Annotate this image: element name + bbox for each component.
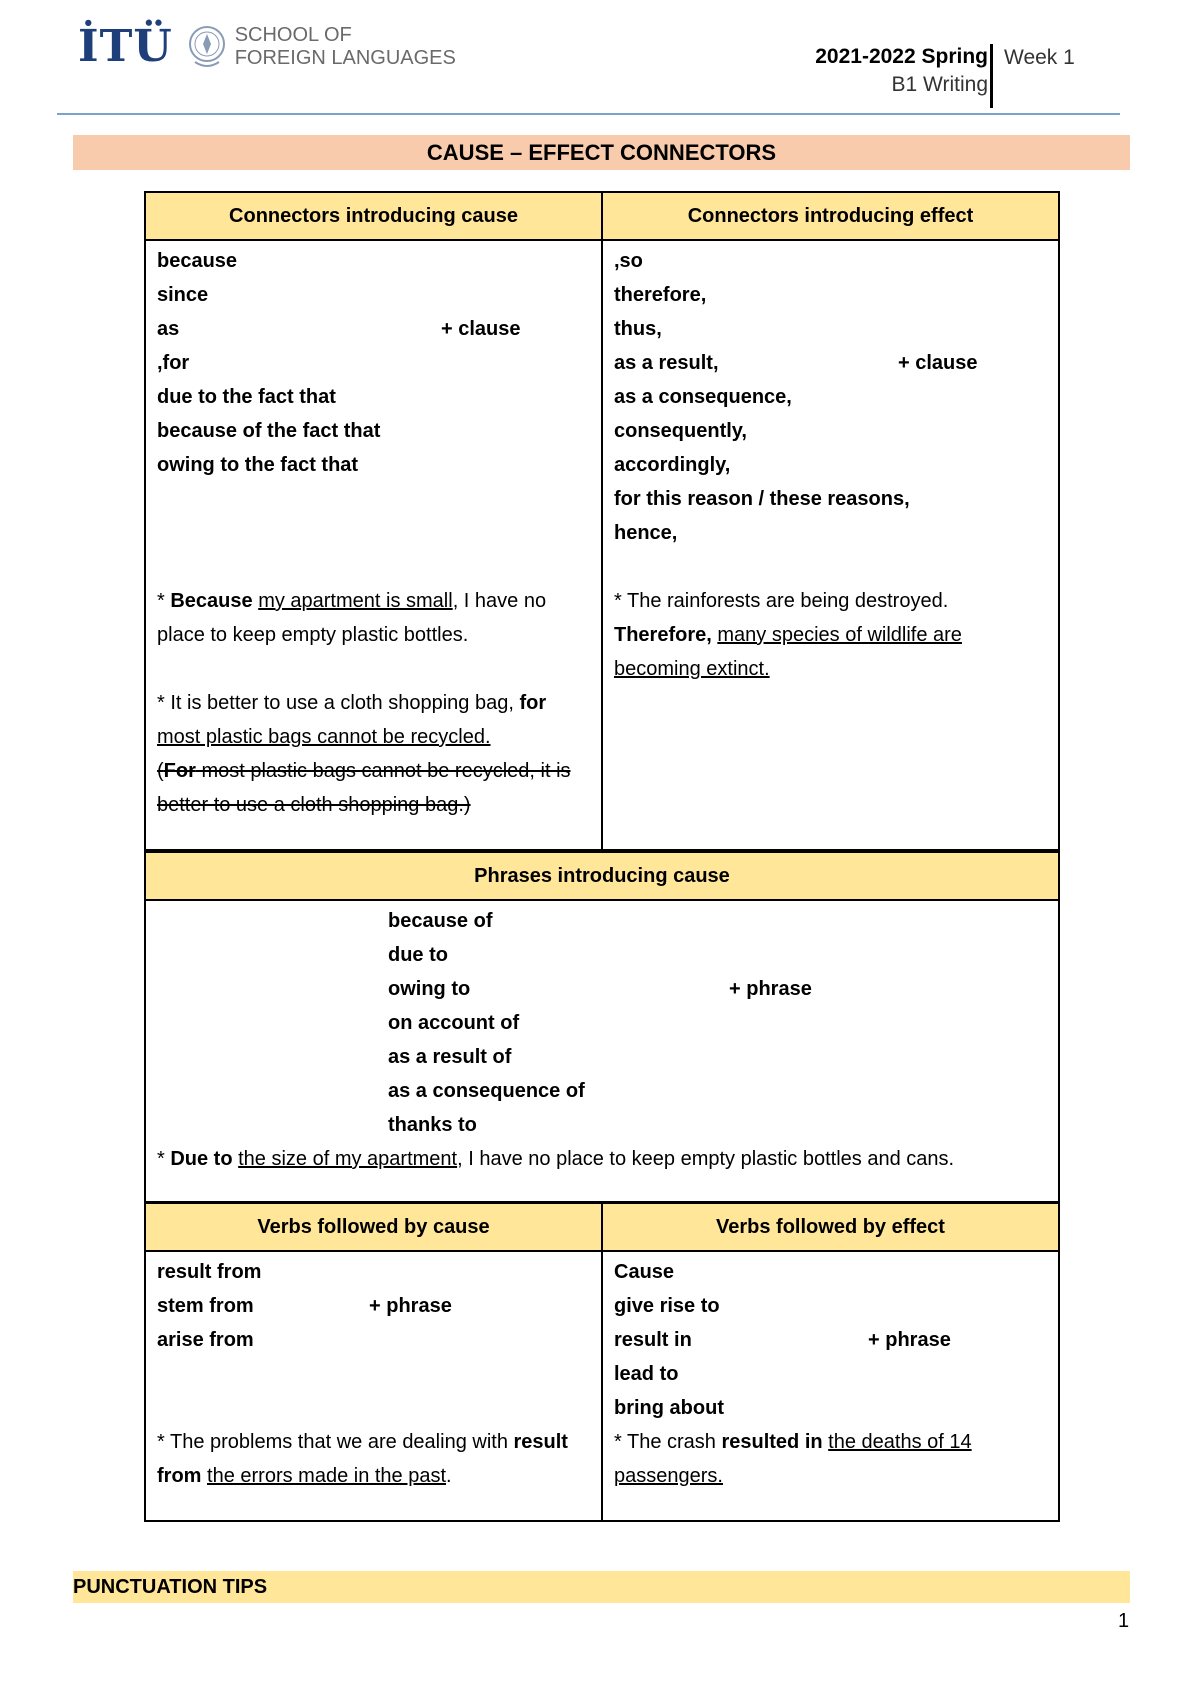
list-item: result in	[614, 1329, 692, 1351]
effect-connectors-cell	[601, 241, 1058, 849]
list-item: therefore,	[614, 284, 707, 306]
effect-connectors-header: Connectors introducing effect	[601, 193, 1058, 241]
list-item: bring about	[614, 1397, 724, 1419]
phrases-cause-header: Phrases introducing cause	[146, 853, 1058, 901]
plus-phrase-label: + phrase	[369, 1295, 452, 1317]
week-label: Week 1	[1004, 46, 1075, 69]
list-item: stem from	[157, 1295, 254, 1317]
phrases-table	[144, 851, 1060, 1203]
list-item: result from	[157, 1261, 262, 1283]
list-item: because of	[388, 910, 493, 932]
list-item: thanks to	[388, 1114, 477, 1136]
plus-phrase-label: + phrase	[868, 1329, 951, 1351]
course-label: B1 Writing	[891, 73, 988, 96]
plus-phrase-label: + phrase	[729, 978, 812, 1000]
list-item: owing to the fact that	[157, 454, 359, 476]
cause-example-2: * It is better to use a cloth shopping bag, for most plastic bags cannot be recycled.	[157, 692, 547, 748]
list-item: Cause	[614, 1261, 675, 1283]
verbs-table	[144, 1202, 1060, 1522]
verbs-effect-example: * The crash resulted in the deaths of 14 passengers.	[614, 1431, 972, 1487]
connectors-table	[144, 191, 1060, 851]
verbs-effect-header: Verbs followed by effect	[601, 1204, 1058, 1252]
cause-connectors-header: Connectors introducing cause	[146, 193, 601, 241]
plus-clause-label: + clause	[898, 352, 978, 374]
list-item: as	[157, 318, 180, 340]
list-item: ,for	[157, 352, 190, 374]
verbs-cause-cell	[146, 1252, 601, 1520]
list-item: lead to	[614, 1363, 679, 1385]
cause-example-1: * Because my apartment is small, I have no place to keep empty plastic bottles.	[157, 590, 547, 646]
verbs-cause-header: Verbs followed by cause	[146, 1204, 601, 1252]
list-item: on account of	[388, 1012, 520, 1034]
list-item: because	[157, 250, 238, 272]
list-item: as a consequence,	[614, 386, 792, 408]
itu-logo-text: İTÜ	[78, 21, 173, 72]
list-item: as a result of	[388, 1046, 512, 1068]
list-item: since	[157, 284, 209, 306]
header-rule	[57, 113, 1120, 115]
phrases-cause-cell	[146, 901, 1058, 1201]
university-seal-icon	[187, 22, 227, 72]
school-name-line2: FOREIGN LANGUAGES	[234, 47, 456, 69]
list-item: ,so	[614, 250, 643, 272]
list-item: for this reason / these reasons,	[614, 488, 910, 510]
plus-clause-label: + clause	[441, 318, 521, 340]
school-name	[235, 24, 456, 70]
header-separator	[990, 44, 993, 108]
list-item: as a result,	[614, 352, 719, 374]
list-item: due to the fact that	[157, 386, 336, 408]
phrase-example: * Due to the size of my apartment, I have no place to keep empty plastic bottles and cans.	[157, 1148, 955, 1170]
list-item: as a consequence of	[388, 1080, 585, 1102]
list-item: owing to	[388, 978, 471, 1000]
list-item: hence,	[614, 522, 678, 544]
list-item: thus,	[614, 318, 662, 340]
list-item: give rise to	[614, 1295, 720, 1317]
school-logo	[78, 22, 456, 72]
cause-connectors-cell	[146, 241, 601, 849]
list-item: consequently,	[614, 420, 747, 442]
effect-example-1: * The rainforests are being destroyed. Therefore, many species of wildlife are becoming extinct.	[614, 590, 962, 680]
list-item: because of the fact that	[157, 420, 381, 442]
cause-example-2-incorrect: (For most plastic bags cannot be recycled, it is better to use a cloth shopping bag.)	[157, 760, 571, 816]
verbs-cause-example: * The problems that we are dealing with result from the errors made in the past.	[157, 1431, 568, 1487]
term-label: 2021-2022 Spring	[815, 45, 988, 68]
school-name-line1: SCHOOL OF	[234, 24, 352, 46]
punctuation-tips-heading: PUNCTUATION TIPS	[73, 1571, 1130, 1603]
list-item: accordingly,	[614, 454, 731, 476]
page-title: CAUSE – EFFECT CONNECTORS	[73, 135, 1130, 170]
phrases-list	[388, 904, 1047, 1142]
page-number: 1	[1118, 1610, 1130, 1632]
list-item: arise from	[157, 1329, 254, 1351]
verbs-effect-cell	[601, 1252, 1058, 1520]
list-item: due to	[388, 944, 448, 966]
